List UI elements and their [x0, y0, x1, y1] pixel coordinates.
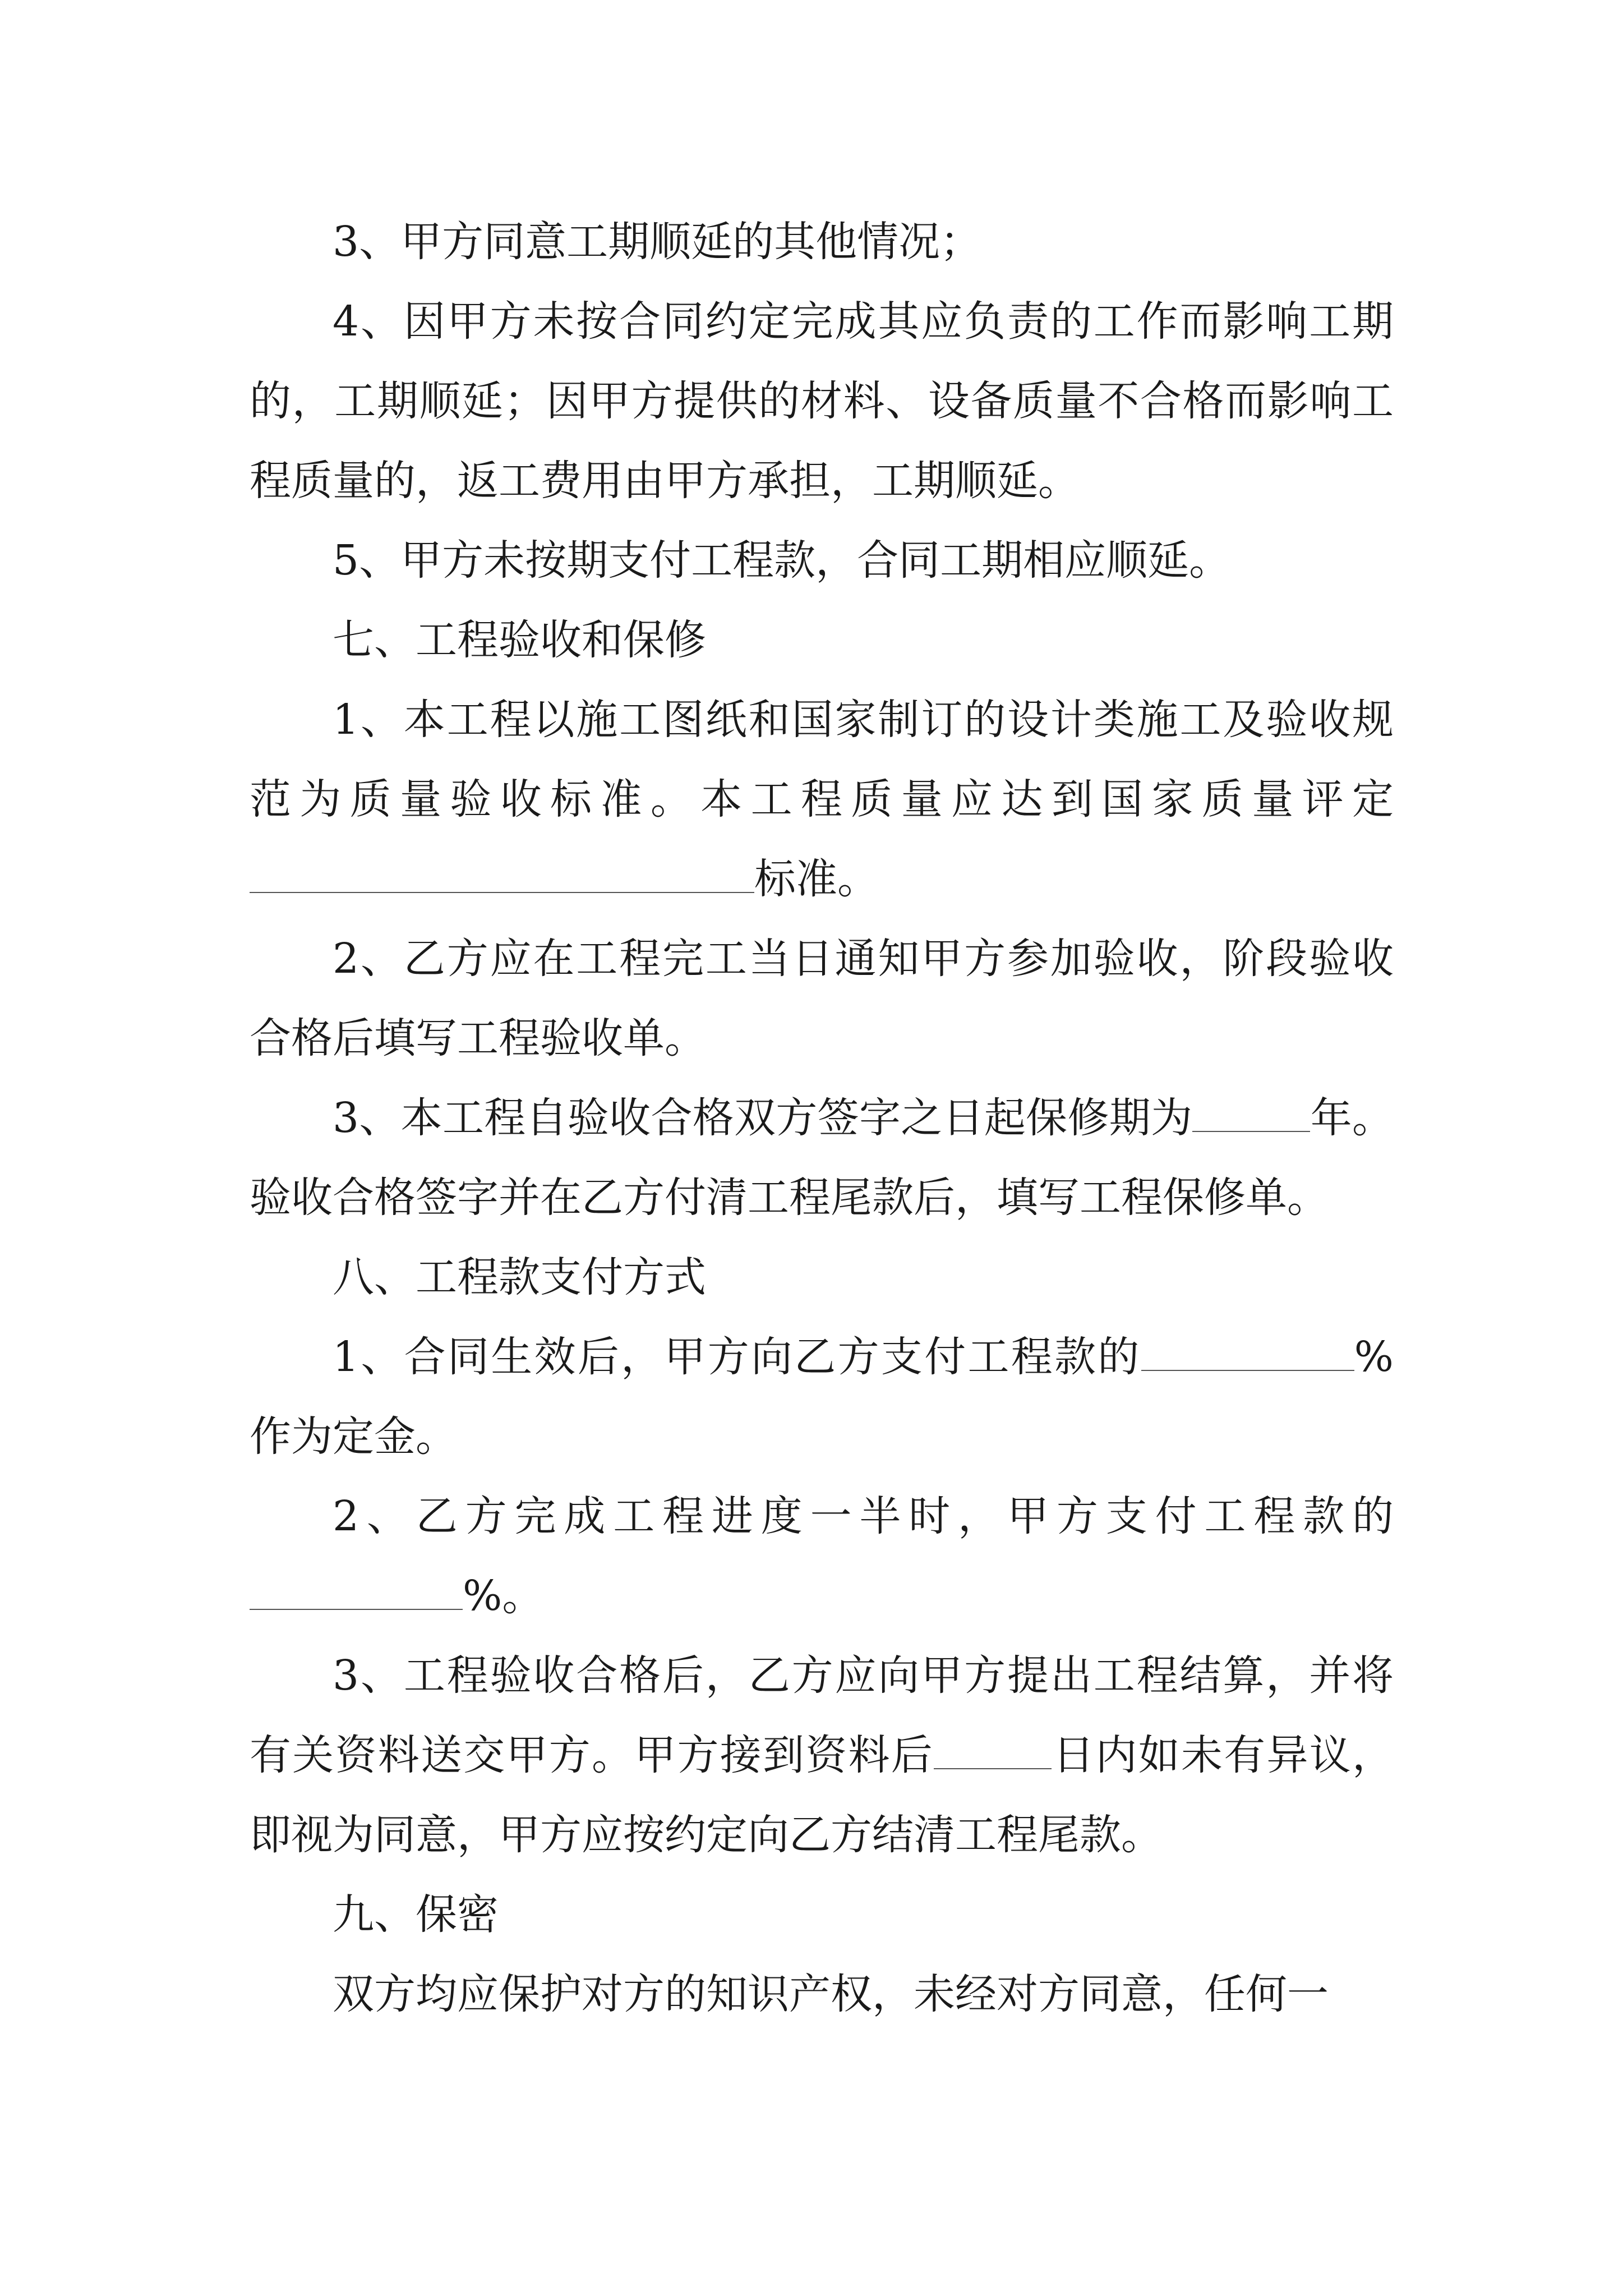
paragraph-acceptance-3	[250, 1078, 1394, 1237]
acceptance-1-tail: 标准。	[754, 855, 879, 903]
paragraph-clause-5: 5、甲方未按期支付工程款，合同工期相应顺延。	[333, 536, 1231, 585]
document-page	[250, 202, 1394, 2034]
acceptance-3-text-b: 年。验收合格签字并在乙方付清工程尾款后，填写工程保修单。	[250, 1094, 1394, 1222]
quality-standard-blank	[250, 854, 754, 893]
payment-3-text-a: 3、工程验收合格后，乙方应向甲方提出工程结算，并将有关资料送交甲方。甲方接到资料后	[250, 1651, 1394, 1779]
acceptance-3-text-a: 3、本工程自验收合格双方签字之日起保修期为	[333, 1094, 1193, 1142]
paragraph-confidentiality: 双方均应保护对方的知识产权，未经对方同意，任何一	[333, 1970, 1329, 2018]
paragraph-payment-2	[250, 1476, 1394, 1636]
section-heading-9: 九、保密	[333, 1890, 499, 1939]
section-heading-8: 八、工程款支付方式	[333, 1253, 706, 1301]
payment-2-text-b: %。	[463, 1572, 544, 1620]
payment-3-text-b: 日内如未有异议，即视为同意，甲方应按约定向乙方结清工程尾款。	[250, 1731, 1394, 1859]
review-days-blank	[934, 1731, 1052, 1769]
paragraph-payment-3	[250, 1636, 1394, 1875]
midway-percent-blank	[250, 1571, 463, 1610]
paragraph-clause-3: 3、甲方同意工期顺延的其他情况；	[333, 218, 982, 266]
paragraph-payment-1	[250, 1317, 1394, 1476]
warranty-years-blank	[1192, 1093, 1310, 1132]
paragraph-acceptance-1	[250, 680, 1394, 919]
deposit-percent-blank	[1141, 1332, 1354, 1371]
paragraph-clause-4: 4、因甲方未按合同约定完成其应负责的工作而影响工期的，工期顺延；因甲方提供的材料、设备质量不合格而影响工程质量的，返工费用由甲方承担，工期顺延。	[250, 297, 1394, 505]
payment-1-text-b: %作为定金。	[250, 1333, 1394, 1461]
paragraph-acceptance-2: 2、乙方应在工程完工当日通知甲方参加验收，阶段验收合格后填写工程验收单。	[250, 935, 1394, 1062]
acceptance-1-text: 1、本工程以施工图纸和国家制订的设计类施工及验收规范为质量验收标准。本工程质量应达到国家质量评定	[250, 696, 1394, 823]
payment-1-text-a: 1、合同生效后，甲方向乙方支付工程款的	[333, 1333, 1141, 1381]
section-heading-7: 七、工程验收和保修	[333, 616, 706, 664]
payment-2-text-a: 2、乙方完成工程进度一半时，甲方支付工程款的	[333, 1492, 1394, 1540]
